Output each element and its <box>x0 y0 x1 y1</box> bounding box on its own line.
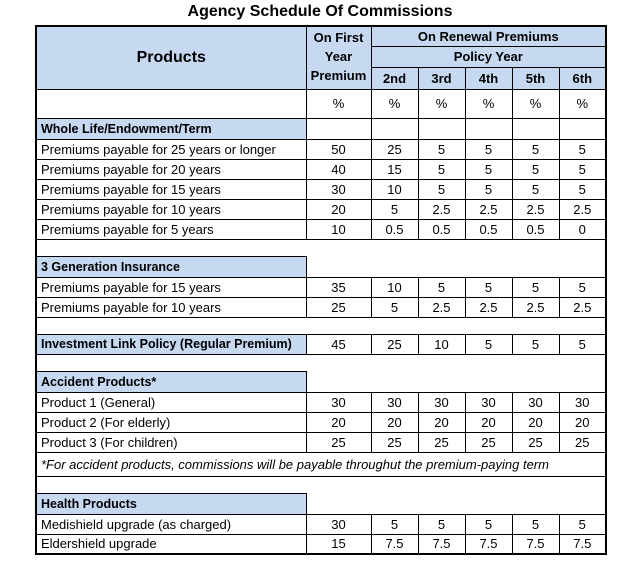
value-cell: 50 <box>306 139 371 159</box>
value-cell: 30 <box>371 392 418 412</box>
empty-grid-cell <box>371 118 418 139</box>
empty-grid-cell <box>465 118 512 139</box>
value-cell: 15 <box>371 159 418 179</box>
value-cell: 0.5 <box>465 219 512 239</box>
value-cell: 5 <box>559 277 606 297</box>
product-label: Premiums payable for 25 years or longer <box>36 139 306 159</box>
value-cell: 5 <box>559 334 606 354</box>
value-cell: 20 <box>371 412 418 432</box>
value-cell: 5 <box>559 179 606 199</box>
value-cell: 7.5 <box>418 534 465 554</box>
empty-region <box>306 493 606 514</box>
product-label: Investment Link Policy (Regular Premium) <box>36 334 306 354</box>
value-cell: 30 <box>306 514 371 534</box>
header-year-5th: 5th <box>512 67 559 89</box>
data-row <box>36 297 606 317</box>
value-cell: 5 <box>465 179 512 199</box>
value-cell: 2.5 <box>512 199 559 219</box>
section-header-row <box>36 371 606 392</box>
empty-region <box>306 371 606 392</box>
product-label: Premiums payable for 5 years <box>36 219 306 239</box>
value-cell: 7.5 <box>371 534 418 554</box>
header-first-year-premium: On First Year Premium <box>306 26 371 89</box>
header-row-1 <box>36 26 606 46</box>
value-cell: 5 <box>418 277 465 297</box>
value-cell: 5 <box>465 334 512 354</box>
value-cell: 5 <box>371 199 418 219</box>
spacer-row <box>36 354 606 371</box>
value-cell: 40 <box>306 159 371 179</box>
product-label: Premiums payable for 15 years <box>36 179 306 199</box>
value-cell: 25 <box>371 334 418 354</box>
value-cell: 20 <box>418 412 465 432</box>
value-cell: 7.5 <box>512 534 559 554</box>
spacer-row <box>36 476 606 493</box>
percent-symbol-cell: % <box>371 89 418 118</box>
value-cell: 25 <box>559 432 606 452</box>
value-cell: 10 <box>418 334 465 354</box>
value-cell: 30 <box>306 179 371 199</box>
product-label: Eldershield upgrade <box>36 534 306 554</box>
value-cell: 2.5 <box>512 297 559 317</box>
spacer-cell <box>36 476 606 493</box>
data-row <box>36 392 606 412</box>
product-label: Product 1 (General) <box>36 392 306 412</box>
value-cell: 7.5 <box>465 534 512 554</box>
value-cell: 5 <box>559 159 606 179</box>
product-label: Product 3 (For children) <box>36 432 306 452</box>
value-cell: 5 <box>371 514 418 534</box>
empty-grid-cell <box>559 118 606 139</box>
value-cell: 5 <box>512 179 559 199</box>
value-cell: 2.5 <box>418 297 465 317</box>
header-year-3rd: 3rd <box>418 67 465 89</box>
footnote-row <box>36 452 606 476</box>
data-row <box>36 219 606 239</box>
value-cell: 5 <box>512 159 559 179</box>
percent-symbol-cell: % <box>512 89 559 118</box>
value-cell: 25 <box>512 432 559 452</box>
empty-grid-cell <box>306 118 371 139</box>
spacer-row <box>36 317 606 334</box>
data-row <box>36 277 606 297</box>
value-cell: 30 <box>418 392 465 412</box>
value-cell: 5 <box>512 514 559 534</box>
value-cell: 5 <box>512 139 559 159</box>
value-cell: 20 <box>559 412 606 432</box>
value-cell: 25 <box>371 139 418 159</box>
empty-grid-cell <box>418 118 465 139</box>
spacer-cell <box>36 354 606 371</box>
value-cell: 20 <box>306 412 371 432</box>
data-row <box>36 534 606 554</box>
value-cell: 30 <box>512 392 559 412</box>
data-row <box>36 139 606 159</box>
header-year-6th: 6th <box>559 67 606 89</box>
value-cell: 10 <box>371 277 418 297</box>
value-cell: 7.5 <box>559 534 606 554</box>
spacer-cell <box>36 317 606 334</box>
percent-row-empty-cell <box>36 89 306 118</box>
percent-symbol-cell: % <box>559 89 606 118</box>
percent-row <box>36 89 606 118</box>
value-cell: 10 <box>371 179 418 199</box>
value-cell: 35 <box>306 277 371 297</box>
section-label: 3 Generation Insurance <box>36 256 306 277</box>
value-cell: 2.5 <box>465 199 512 219</box>
section-label: Whole Life/Endowment/Term <box>36 118 306 139</box>
page-title: Agency Schedule Of Commissions <box>187 3 453 20</box>
section-header-row <box>36 256 606 277</box>
data-row <box>36 199 606 219</box>
value-cell: 0 <box>559 219 606 239</box>
header-year-4th: 4th <box>465 67 512 89</box>
value-cell: 0.5 <box>418 219 465 239</box>
data-row <box>36 179 606 199</box>
section-label: Accident Products* <box>36 371 306 392</box>
data-row <box>36 412 606 432</box>
value-cell: 5 <box>465 514 512 534</box>
value-cell: 5 <box>418 159 465 179</box>
data-row <box>36 514 606 534</box>
value-cell: 15 <box>306 534 371 554</box>
value-cell: 5 <box>465 159 512 179</box>
header-renewal-premiums: On Renewal Premiums <box>371 26 606 46</box>
footnote-text: *For accident products, commissions will be payable throughut the premium-paying term <box>36 452 606 476</box>
product-label: Premiums payable for 15 years <box>36 277 306 297</box>
product-label: Premiums payable for 10 years <box>36 297 306 317</box>
section-header-row <box>36 493 606 514</box>
product-label: Medishield upgrade (as charged) <box>36 514 306 534</box>
value-cell: 30 <box>306 392 371 412</box>
value-cell: 0.5 <box>371 219 418 239</box>
value-cell: 30 <box>465 392 512 412</box>
product-label: Premiums payable for 20 years <box>36 159 306 179</box>
spacer-row <box>36 239 606 256</box>
value-cell: 5 <box>465 277 512 297</box>
value-cell: 45 <box>306 334 371 354</box>
header-products: Products <box>36 26 306 89</box>
value-cell: 25 <box>306 297 371 317</box>
value-cell: 5 <box>559 139 606 159</box>
value-cell: 2.5 <box>559 199 606 219</box>
value-cell: 30 <box>559 392 606 412</box>
value-cell: 20 <box>465 412 512 432</box>
value-cell: 25 <box>306 432 371 452</box>
header-policy-year: Policy Year <box>371 46 606 67</box>
value-cell: 5 <box>418 139 465 159</box>
data-row <box>36 334 606 354</box>
value-cell: 0.5 <box>512 219 559 239</box>
value-cell: 5 <box>512 334 559 354</box>
data-row <box>36 432 606 452</box>
value-cell: 20 <box>512 412 559 432</box>
product-label: Product 2 (For elderly) <box>36 412 306 432</box>
value-cell: 5 <box>418 514 465 534</box>
value-cell: 5 <box>559 514 606 534</box>
value-cell: 25 <box>371 432 418 452</box>
value-cell: 25 <box>418 432 465 452</box>
empty-grid-cell <box>512 118 559 139</box>
spacer-cell <box>36 239 606 256</box>
header-year-2nd: 2nd <box>371 67 418 89</box>
value-cell: 2.5 <box>418 199 465 219</box>
section-label: Health Products <box>36 493 306 514</box>
value-cell: 5 <box>418 179 465 199</box>
section-header-row <box>36 118 606 139</box>
empty-region <box>306 256 606 277</box>
value-cell: 5 <box>465 139 512 159</box>
value-cell: 5 <box>371 297 418 317</box>
commission-schedule-table <box>35 25 607 555</box>
value-cell: 2.5 <box>559 297 606 317</box>
percent-symbol-cell: % <box>306 89 371 118</box>
value-cell: 5 <box>512 277 559 297</box>
percent-symbol-cell: % <box>465 89 512 118</box>
value-cell: 20 <box>306 199 371 219</box>
value-cell: 10 <box>306 219 371 239</box>
percent-symbol-cell: % <box>418 89 465 118</box>
value-cell: 25 <box>465 432 512 452</box>
product-label: Premiums payable for 10 years <box>36 199 306 219</box>
value-cell: 2.5 <box>465 297 512 317</box>
data-row <box>36 159 606 179</box>
